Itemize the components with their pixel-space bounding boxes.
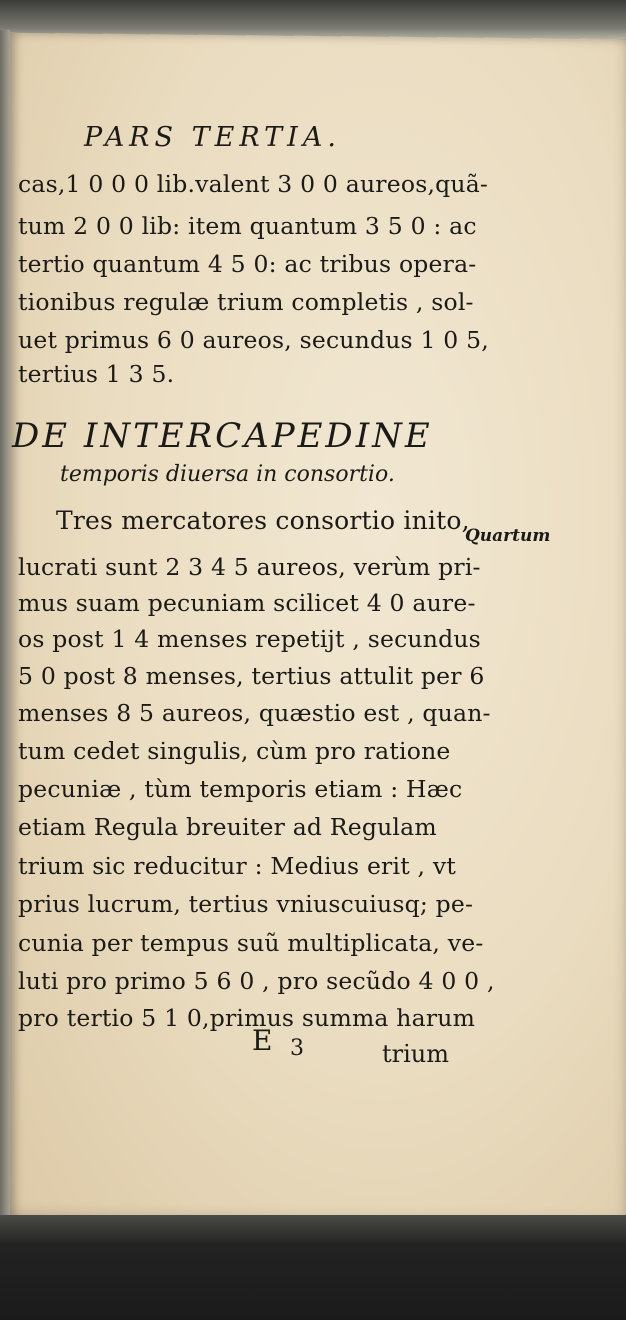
section-subheading: temporis diuersa in consortio. [60,462,395,487]
text-line: tertio quantum 4 5 0: ac tribus opera- [18,250,477,278]
text-line: Tres mercatores consortio inito, [56,506,470,535]
text-line: uet primus 6 0 aureos, secundus 1 0 5, [18,326,489,354]
text-line: cunia per tempus suũ multiplicata, ve- [18,929,484,957]
text-line: cas,1 0 0 0 lib.valent 3 0 0 aureos,quã- [18,170,489,198]
text-line: tertius 1 3 5. [18,360,175,388]
text-line: 5 0 post 8 menses, tertius attulit per 6 [18,662,485,690]
text-line: mus suam pecuniam scilicet 4 0 aure- [18,589,476,617]
signature-mark: E [252,1024,273,1057]
text-line: tum cedet singulis, cùm pro ratione [18,737,451,765]
page-gutter [0,30,10,1230]
text-line: menses 8 5 aureos, quæstio est , quan- [18,699,491,727]
section-heading: DE INTERCAPEDINE [12,416,433,456]
text-line: tum 2 0 0 lib: item quantum 3 5 0 : ac [18,212,477,240]
text-line: pecuniæ , tùm temporis etiam : Hæc [18,775,463,803]
catchword: trium [382,1040,450,1068]
running-header: PARS TERTIA. [84,122,341,153]
text-line: luti pro primo 5 6 0 , pro secũdo 4 0 0 , [18,967,495,995]
text-line: prius lucrum, tertius vniuscuiusq; pe- [18,890,474,918]
text-line: lucrati sunt 2 3 4 5 aureos, verùm pri- [18,553,481,581]
text-line: tionibus regulæ trium completis , sol- [18,288,474,316]
text-line: trium sic reducitur : Medius erit , vt [18,852,456,880]
margin-note: Quartum [465,526,551,546]
text-line: etiam Regula breuiter ad Regulam [18,813,437,841]
signature-number: 3 [290,1036,304,1061]
text-line: pro tertio 5 1 0,primus summa harum [18,1004,476,1032]
text-line: os post 1 4 menses repetijt , secundus [18,625,481,653]
book-bottom-edge [0,1215,626,1320]
